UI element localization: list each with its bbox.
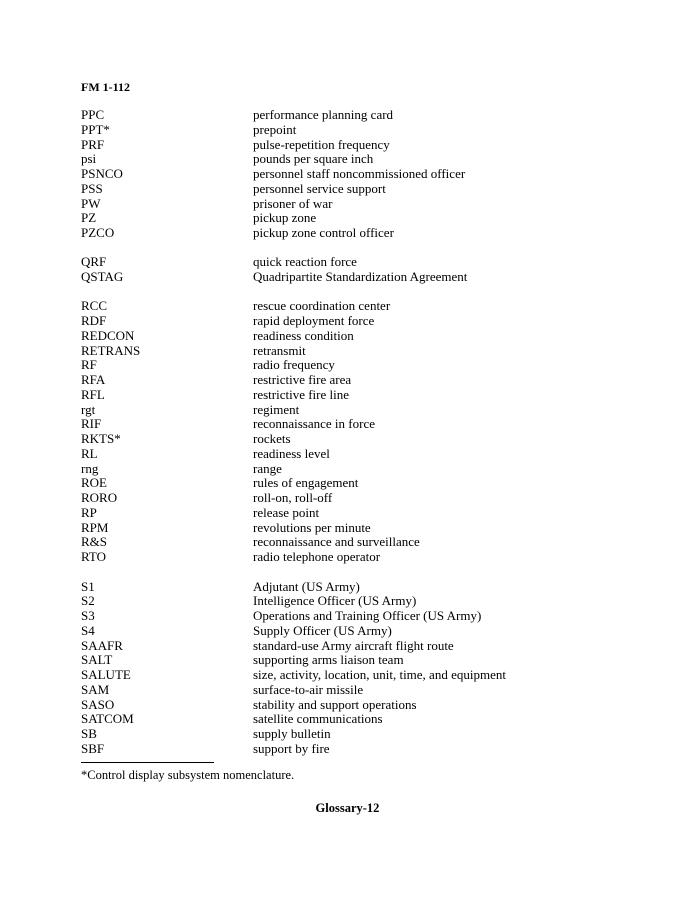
glossary-entry <box>81 403 641 418</box>
entry-definition: radio telephone operator <box>253 549 381 565</box>
entry-abbreviation: SAM <box>81 681 110 697</box>
entry-definition: pulse-repetition frequency <box>253 136 390 152</box>
glossary-entry <box>81 683 641 698</box>
entry-definition: revolutions per minute <box>253 519 371 535</box>
glossary-entry <box>81 417 641 432</box>
entry-abbreviation: RKTS* <box>81 431 121 447</box>
entry-abbreviation: SBF <box>81 740 105 756</box>
entry-definition: rockets <box>253 431 291 447</box>
entry-abbreviation: SASO <box>81 696 115 712</box>
glossary-entry <box>81 653 641 668</box>
entry-abbreviation: PRF <box>81 136 105 152</box>
glossary-entry <box>81 255 641 270</box>
glossary-entry <box>81 742 641 757</box>
entry-abbreviation: REDCON <box>81 327 135 343</box>
entry-abbreviation: ROE <box>81 475 107 491</box>
glossary-group <box>81 299 641 565</box>
glossary-group <box>81 580 641 757</box>
entry-definition: personnel service support <box>253 180 386 196</box>
entry-definition: pounds per square inch <box>253 151 374 167</box>
glossary-entry <box>81 358 641 373</box>
glossary-entry <box>81 727 641 742</box>
glossary-entry <box>81 182 641 197</box>
entry-abbreviation: S4 <box>81 622 95 638</box>
entry-abbreviation: S2 <box>81 593 95 609</box>
entry-definition: rapid deployment force <box>253 313 375 329</box>
entry-abbreviation: RFA <box>81 372 106 388</box>
manual-id: FM 1-112 <box>81 80 130 94</box>
glossary-entry <box>81 550 641 565</box>
entry-definition: performance planning card <box>253 107 394 122</box>
glossary-entry <box>81 594 641 609</box>
glossary-entry <box>81 138 641 153</box>
entry-definition: Supply Officer (US Army) <box>253 622 392 638</box>
glossary-entry <box>81 712 641 727</box>
entry-abbreviation: SALT <box>81 652 113 668</box>
entry-abbreviation: RIF <box>81 416 102 432</box>
entry-definition: supply bulletin <box>253 726 331 742</box>
entry-definition: prepoint <box>253 121 297 137</box>
footnote: *Control display subsystem nomenclature. <box>81 768 295 782</box>
entry-abbreviation: PZCO <box>81 225 115 240</box>
entry-abbreviation: PZ <box>81 210 97 226</box>
glossary-entry <box>81 314 641 329</box>
glossary-entry <box>81 476 641 491</box>
glossary-entry <box>81 580 641 595</box>
entry-definition: release point <box>253 504 320 520</box>
entry-definition: reconnaissance in force <box>253 416 375 432</box>
entry-definition: surface-to-air missile <box>253 681 364 697</box>
glossary-entry <box>81 535 641 550</box>
entry-definition: readiness level <box>253 445 330 461</box>
entry-abbreviation: RF <box>81 357 97 373</box>
entry-definition: readiness condition <box>253 327 354 343</box>
glossary-entry <box>81 624 641 639</box>
entry-definition: Adjutant (US Army) <box>253 578 360 594</box>
entry-abbreviation: RCC <box>81 298 108 314</box>
entry-abbreviation: PPC <box>81 107 105 122</box>
glossary-entry <box>81 447 641 462</box>
glossary-entry <box>81 299 641 314</box>
entry-abbreviation: SAAFR <box>81 637 123 653</box>
entry-definition: roll-on, roll-off <box>253 490 333 506</box>
entry-definition: range <box>253 460 282 476</box>
glossary-entry <box>81 211 641 226</box>
glossary-entry <box>81 373 641 388</box>
entry-definition: rescue coordination center <box>253 298 391 314</box>
entry-abbreviation: RL <box>81 445 98 461</box>
entry-definition: radio frequency <box>253 357 335 373</box>
entry-definition: prisoner of war <box>253 195 333 211</box>
entry-abbreviation: SATCOM <box>81 711 134 727</box>
entry-definition: pickup zone control officer <box>253 225 394 240</box>
entry-definition: satellite communications <box>253 711 383 727</box>
entry-definition: supporting arms liaison team <box>253 652 404 668</box>
glossary-entry <box>81 639 641 654</box>
glossary-entry <box>81 344 641 359</box>
glossary-entry <box>81 108 641 123</box>
glossary-entry <box>81 462 641 477</box>
entry-definition: restrictive fire area <box>253 372 352 388</box>
glossary-entry <box>81 609 641 624</box>
entry-abbreviation: rgt <box>81 401 96 417</box>
entry-definition: pickup zone <box>253 210 317 226</box>
entry-definition: personnel staff noncommissioned officer <box>253 166 466 181</box>
glossary-group <box>81 108 641 241</box>
entry-abbreviation: PSS <box>81 180 103 196</box>
glossary-entry <box>81 698 641 713</box>
entry-definition: rules of engagement <box>253 475 359 491</box>
entry-definition: retransmit <box>253 342 306 358</box>
glossary-entry <box>81 197 641 212</box>
entry-definition: stability and support operations <box>253 696 417 712</box>
entry-abbreviation: SALUTE <box>81 667 131 683</box>
glossary-entry <box>81 506 641 521</box>
entry-definition: quick reaction force <box>253 254 357 270</box>
entry-abbreviation: R&S <box>81 534 108 550</box>
entry-definition: Intelligence Officer (US Army) <box>253 593 417 609</box>
entry-abbreviation: S3 <box>81 608 95 624</box>
glossary-entry <box>81 668 641 683</box>
entry-abbreviation: RETRANS <box>81 342 141 358</box>
glossary-entry <box>81 123 641 138</box>
entry-definition: size, activity, location, unit, time, and equipment <box>253 667 506 683</box>
entry-abbreviation: SB <box>81 726 97 742</box>
entry-abbreviation: RDF <box>81 313 107 329</box>
entry-definition: regiment <box>253 401 300 417</box>
entry-abbreviation: RP <box>81 504 97 520</box>
entry-definition: Operations and Training Officer (US Army) <box>253 608 482 624</box>
glossary-entry <box>81 226 641 241</box>
glossary-entry <box>81 329 641 344</box>
entry-abbreviation: RORO <box>81 490 118 506</box>
glossary-entry <box>81 491 641 506</box>
entry-definition: restrictive fire line <box>253 386 350 402</box>
glossary-group <box>81 255 641 285</box>
entry-abbreviation: rng <box>81 460 99 476</box>
entry-abbreviation: RFL <box>81 386 105 402</box>
glossary-entry <box>81 152 641 167</box>
glossary-list <box>81 108 641 771</box>
entry-abbreviation: QSTAG <box>81 269 124 285</box>
entry-abbreviation: RTO <box>81 549 106 565</box>
entry-abbreviation: PSNCO <box>81 166 123 181</box>
glossary-entry <box>81 388 641 403</box>
entry-abbreviation: QRF <box>81 254 107 270</box>
glossary-entry <box>81 521 641 536</box>
entry-abbreviation: RPM <box>81 519 109 535</box>
entry-abbreviation: PW <box>81 195 101 211</box>
glossary-entry <box>81 432 641 447</box>
entry-definition: support by fire <box>253 740 330 756</box>
page-number: Glossary-12 <box>315 801 380 815</box>
entry-definition: standard-use Army aircraft flight route <box>253 637 454 653</box>
glossary-entry <box>81 167 641 182</box>
entry-abbreviation: psi <box>81 151 97 167</box>
entry-abbreviation: PPT* <box>81 121 110 137</box>
entry-definition: reconnaissance and surveillance <box>253 534 420 550</box>
entry-abbreviation: S1 <box>81 578 95 594</box>
entry-definition: Quadripartite Standardization Agreement <box>253 269 468 285</box>
glossary-entry <box>81 270 641 285</box>
footnote-divider <box>81 762 214 763</box>
